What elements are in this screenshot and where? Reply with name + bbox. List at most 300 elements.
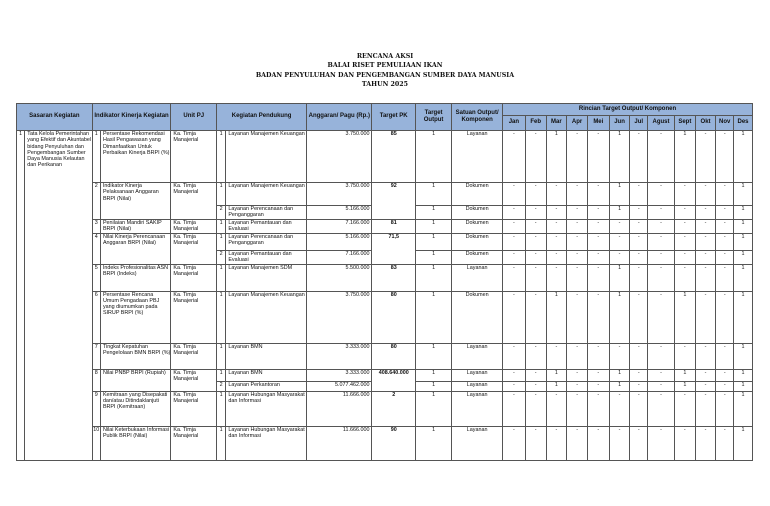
month-cell: -	[716, 381, 734, 391]
month-cell: -	[587, 343, 609, 369]
month-cell: -	[695, 233, 716, 250]
indicator-text: Tingkat Kepatuhan Pengelolaan BMN BRPI (%)	[100, 343, 170, 369]
col-anggaran: Anggaran/ Pagu (Rp.)	[307, 104, 372, 131]
indicator-text: Nilai Keterbukaan Informasi Publik BRPI (Nilai)	[100, 426, 170, 460]
month-cell: 1	[546, 381, 567, 391]
activity-text: Layanan Perencanaan dan Penganggaran	[226, 206, 307, 220]
action-plan-table	[16, 103, 753, 461]
month-cell: -	[716, 369, 734, 381]
month-cell: -	[648, 250, 675, 264]
activity-text: Layanan Perkantoran	[226, 381, 307, 391]
month-cell: -	[716, 391, 734, 426]
unit-output-value: Dokumen	[452, 183, 503, 206]
indicator-number: 6	[92, 291, 100, 343]
month-cell: -	[674, 264, 695, 291]
activity-text: Layanan Hubungan Masyarakat dan Informasi	[226, 391, 307, 426]
month-cell: -	[674, 391, 695, 426]
month-cell: -	[587, 264, 609, 291]
month-cell: -	[716, 219, 734, 233]
target-pk-value: 83	[372, 264, 416, 291]
budget-value: 7.166.000	[307, 250, 372, 264]
target-output-value: 1	[415, 391, 451, 426]
month-header-feb: Feb	[525, 116, 546, 131]
budget-value: 5.077.462.000	[307, 381, 372, 391]
month-cell: -	[525, 381, 546, 391]
unit-output-value: Dokumen	[452, 291, 503, 343]
month-cell: -	[503, 343, 526, 369]
month-cell: -	[648, 291, 675, 343]
indicator-text: Indikator Kinerja Pelaksanaan Anggaran BRPI (Nilai)	[100, 183, 170, 220]
indicator-number: 4	[92, 233, 100, 264]
unit-pj: Ka. Timja Manajerial	[171, 219, 217, 233]
month-cell: -	[716, 291, 734, 343]
target-output-value: 1	[415, 206, 451, 220]
month-cell: -	[567, 264, 588, 291]
month-header-mei: Mei	[587, 116, 609, 131]
month-cell: -	[525, 183, 546, 206]
target-pk-value: 2	[372, 391, 416, 426]
month-cell: -	[587, 233, 609, 250]
indicator-number: 2	[92, 183, 100, 220]
month-cell: -	[630, 131, 648, 183]
budget-value: 5.166.000	[307, 233, 372, 250]
month-cell: -	[503, 219, 526, 233]
month-cell: -	[587, 206, 609, 220]
month-cell: -	[587, 183, 609, 206]
month-cell: -	[630, 391, 648, 426]
month-cell: -	[674, 426, 695, 460]
table-row	[17, 426, 753, 460]
month-cell: 1	[734, 391, 753, 426]
activity-number: 2	[217, 381, 226, 391]
activity-number: 1	[217, 291, 226, 343]
month-cell: -	[630, 206, 648, 220]
indicator-text: Indeks Profesionalitas ASN BRPI (Indeks)	[100, 264, 170, 291]
month-cell: -	[716, 206, 734, 220]
month-cell: -	[695, 369, 716, 381]
month-cell: 1	[609, 291, 630, 343]
target-output-value: 1	[415, 369, 451, 381]
month-cell: -	[546, 233, 567, 250]
month-cell: 1	[734, 131, 753, 183]
month-cell: -	[674, 183, 695, 206]
activity-number: 1	[217, 264, 226, 291]
target-output-value: 1	[415, 183, 451, 206]
header-institution: BALAI RISET PEMULIAAN IKAN	[327, 62, 443, 70]
month-cell: -	[546, 426, 567, 460]
target-pk-value: 80	[372, 291, 416, 343]
activity-text: Layanan BMN	[226, 369, 307, 381]
month-cell: -	[525, 369, 546, 381]
month-cell: -	[630, 291, 648, 343]
month-cell: -	[503, 250, 526, 264]
month-cell: -	[567, 206, 588, 220]
month-cell: -	[695, 291, 716, 343]
month-cell: 1	[734, 369, 753, 381]
target-pk-value: 408.640.000	[372, 369, 416, 391]
unit-pj: Ka. Timja Manajerial	[171, 391, 217, 426]
unit-pj: Ka. Timja Manajerial	[171, 343, 217, 369]
month-cell: -	[587, 391, 609, 426]
month-cell: -	[546, 250, 567, 264]
month-cell: -	[716, 250, 734, 264]
table-row	[17, 219, 753, 233]
month-cell: -	[648, 219, 675, 233]
budget-value: 3.750.000	[307, 291, 372, 343]
col-sasaran: Sasaran Kegiatan	[17, 104, 93, 131]
month-cell: 1	[609, 369, 630, 381]
sasaran-number: 1	[17, 131, 25, 461]
month-cell: -	[567, 391, 588, 426]
month-cell: -	[567, 250, 588, 264]
month-cell: -	[587, 219, 609, 233]
month-cell: -	[630, 381, 648, 391]
unit-output-value: Layanan	[452, 369, 503, 381]
activity-number: 1	[217, 183, 226, 206]
month-cell: 1	[734, 233, 753, 250]
month-header-apr: Apr	[567, 116, 588, 131]
target-pk-value: 81	[372, 219, 416, 233]
unit-pj: Ka. Timja Manajerial	[171, 233, 217, 264]
month-cell: -	[503, 426, 526, 460]
month-cell: 1	[609, 381, 630, 391]
month-cell: -	[525, 131, 546, 183]
month-cell: -	[503, 381, 526, 391]
budget-value: 3.333.000	[307, 369, 372, 381]
month-cell: -	[695, 343, 716, 369]
header-agency: BADAN PENYULUHAN DAN PENGEMBANGAN SUMBER DAYA MANUSIA	[255, 71, 515, 79]
unit-output-value: Layanan	[452, 343, 503, 369]
month-cell: 1	[674, 131, 695, 183]
month-cell: 1	[734, 381, 753, 391]
indicator-text: Persentase Rencana Umum Pengadaan PBJ yang diumumkan pada SIRUP BRPI (%)	[100, 291, 170, 343]
month-cell: -	[695, 391, 716, 426]
month-cell: -	[648, 131, 675, 183]
month-cell: -	[648, 381, 675, 391]
month-cell: -	[525, 343, 546, 369]
month-cell: -	[503, 233, 526, 250]
month-cell: -	[716, 183, 734, 206]
month-cell: 1	[546, 291, 567, 343]
month-cell: -	[695, 426, 716, 460]
budget-value: 3.750.000	[307, 183, 372, 206]
month-cell: -	[695, 206, 716, 220]
month-cell: -	[567, 426, 588, 460]
activity-text: Layanan Pemantauan dan Evaluasi	[226, 219, 307, 233]
unit-output-value: Dokumen	[452, 233, 503, 250]
month-cell: 1	[734, 183, 753, 206]
month-header-jun: Jun	[609, 116, 630, 131]
month-cell: -	[525, 291, 546, 343]
month-cell: 1	[609, 206, 630, 220]
col-indikator: Indikator Kinerja Kegiatan	[92, 104, 171, 131]
target-output-value: 1	[415, 233, 451, 250]
month-cell: -	[567, 233, 588, 250]
month-cell: 1	[609, 183, 630, 206]
unit-pj: Ka. Timja Manajerial	[171, 264, 217, 291]
unit-output-value: Layanan	[452, 381, 503, 391]
month-cell: -	[609, 219, 630, 233]
month-header-okt: Okt	[695, 116, 716, 131]
month-cell: -	[630, 233, 648, 250]
month-cell: -	[503, 206, 526, 220]
activity-text: Layanan Manajemen Keuangan	[226, 291, 307, 343]
month-cell: -	[630, 264, 648, 291]
activity-text: Layanan Hubungan Masyarakat dan Informasi	[226, 426, 307, 460]
target-pk-value: 90	[372, 426, 416, 460]
table-row	[17, 131, 753, 183]
month-header-jan: Jan	[503, 116, 526, 131]
month-cell: -	[525, 426, 546, 460]
month-cell: -	[546, 264, 567, 291]
month-cell: -	[716, 264, 734, 291]
month-cell: -	[567, 343, 588, 369]
unit-output-value: Layanan	[452, 426, 503, 460]
activity-number: 1	[217, 369, 226, 381]
month-cell: -	[648, 183, 675, 206]
month-cell: -	[546, 343, 567, 369]
month-cell: -	[630, 343, 648, 369]
target-pk-value: 85	[372, 131, 416, 183]
indicator-number: 9	[92, 391, 100, 426]
activity-number: 2	[217, 206, 226, 220]
activity-number: 1	[217, 426, 226, 460]
month-cell: -	[674, 250, 695, 264]
month-cell: 1	[674, 291, 695, 343]
month-header-agust: Agust	[648, 116, 675, 131]
month-header-sept: Sept	[674, 116, 695, 131]
indicator-number: 7	[92, 343, 100, 369]
target-output-value: 1	[415, 291, 451, 343]
indicator-text: Persentase Rekomendasi Hasil Pengawasan yang Dimanfaatkan Untuk Perbaikan Kinerja BRPI (%)	[100, 131, 170, 183]
month-cell: -	[648, 206, 675, 220]
month-cell: -	[546, 206, 567, 220]
indicator-number: 1	[92, 131, 100, 183]
unit-output-value: Dokumen	[452, 250, 503, 264]
activity-number: 1	[217, 391, 226, 426]
month-header-nov: Nov	[716, 116, 734, 131]
month-cell: 1	[734, 250, 753, 264]
unit-pj: Ka. Timja Manajerial	[171, 131, 217, 183]
month-cell: -	[567, 219, 588, 233]
month-cell: -	[695, 183, 716, 206]
month-cell: -	[503, 369, 526, 381]
month-cell: -	[503, 131, 526, 183]
month-cell: -	[503, 264, 526, 291]
month-cell: -	[716, 131, 734, 183]
month-header-des: Des	[734, 116, 753, 131]
activity-text: Layanan Manajemen Keuangan	[226, 183, 307, 206]
target-output-value: 1	[415, 426, 451, 460]
month-cell: -	[648, 391, 675, 426]
month-cell: 1	[734, 343, 753, 369]
activity-number: 2	[217, 250, 226, 264]
month-cell: -	[609, 426, 630, 460]
target-pk-value: 92	[372, 183, 416, 220]
month-cell: -	[630, 250, 648, 264]
activity-number: 1	[217, 233, 226, 250]
month-cell: -	[546, 391, 567, 426]
month-cell: -	[546, 183, 567, 206]
month-cell: -	[609, 233, 630, 250]
target-output-value: 1	[415, 219, 451, 233]
month-cell: -	[525, 250, 546, 264]
activity-text: Layanan Perencanaan dan Penganggaran	[226, 233, 307, 250]
document-header	[0, 52, 770, 89]
unit-output-value: Layanan	[452, 131, 503, 183]
month-cell: -	[587, 369, 609, 381]
sasaran-text: Tata Kelola Pemerintahan yang Efektif dan Akuntabel bidang Penyuluhan dan Pengembangan Sumber Daya Manusia Kelautan dan Perikanan	[25, 131, 92, 461]
table-row	[17, 391, 753, 426]
table-row	[17, 291, 753, 343]
month-cell: -	[587, 250, 609, 264]
month-header-jul: Jul	[630, 116, 648, 131]
month-cell: -	[567, 131, 588, 183]
month-cell: -	[525, 206, 546, 220]
col-unit: Unit PJ	[171, 104, 217, 131]
unit-pj: Ka. Timja Manajerial	[171, 183, 217, 220]
target-output-value: 1	[415, 381, 451, 391]
unit-output-value: Dokumen	[452, 206, 503, 220]
month-cell: -	[630, 426, 648, 460]
table-row	[17, 343, 753, 369]
indicator-text: Nilai Kinerja Perencanaan Anggaran BRPI (Nilai)	[100, 233, 170, 264]
budget-value: 3.333.000	[307, 343, 372, 369]
month-cell: 1	[734, 264, 753, 291]
month-cell: -	[648, 426, 675, 460]
target-output-value: 1	[415, 343, 451, 369]
month-cell: -	[609, 343, 630, 369]
budget-value: 3.750.000	[307, 131, 372, 183]
header-title: RENCANA AKSI	[356, 53, 414, 60]
unit-pj: Ka. Timja Manajerial	[171, 369, 217, 391]
month-cell: -	[648, 343, 675, 369]
target-output-value: 1	[415, 264, 451, 291]
indicator-number: 8	[92, 369, 100, 391]
month-cell: -	[503, 391, 526, 426]
month-cell: -	[695, 264, 716, 291]
budget-value: 11.666.000	[307, 391, 372, 426]
month-cell: -	[609, 250, 630, 264]
month-cell: -	[674, 206, 695, 220]
col-rincian: Rincian Target Output/ Komponen	[503, 104, 753, 116]
indicator-number: 3	[92, 219, 100, 233]
month-header-mar: Mar	[546, 116, 567, 131]
col-satuan: Satuan Output/ Komponen	[452, 104, 503, 131]
unit-pj: Ka. Timja Manajerial	[171, 426, 217, 460]
table-row	[17, 264, 753, 291]
month-cell: 1	[734, 206, 753, 220]
month-cell: -	[567, 381, 588, 391]
month-cell: -	[648, 233, 675, 250]
month-cell: 1	[734, 426, 753, 460]
header-year: TAHUN 2025	[361, 80, 409, 88]
month-cell: -	[674, 219, 695, 233]
activity-text: Layanan BMN	[226, 343, 307, 369]
target-pk-value: 80	[372, 343, 416, 369]
month-cell: -	[648, 264, 675, 291]
month-cell: -	[648, 369, 675, 381]
month-cell: -	[567, 291, 588, 343]
month-cell: 1	[734, 219, 753, 233]
month-cell: -	[695, 250, 716, 264]
month-cell: -	[674, 233, 695, 250]
month-cell: 1	[674, 381, 695, 391]
month-cell: -	[674, 343, 695, 369]
month-cell: -	[609, 391, 630, 426]
indicator-text: Kemitraan yang Disepakati dan/atau Ditindaklanjuti BRPI (Kemitraan)	[100, 391, 170, 426]
month-cell: -	[525, 264, 546, 291]
month-cell: -	[695, 219, 716, 233]
month-cell: -	[695, 131, 716, 183]
indicator-text: Penilaian Mandiri SAKIP BRPI (Nilai)	[100, 219, 170, 233]
month-cell: -	[587, 291, 609, 343]
month-cell: 1	[674, 369, 695, 381]
month-cell: -	[716, 426, 734, 460]
month-cell: 1	[546, 369, 567, 381]
month-cell: -	[695, 381, 716, 391]
month-cell: 1	[546, 131, 567, 183]
month-cell: -	[716, 343, 734, 369]
unit-output-value: Layanan	[452, 264, 503, 291]
budget-value: 11.666.000	[307, 426, 372, 460]
month-cell: -	[587, 426, 609, 460]
month-cell: -	[567, 183, 588, 206]
month-cell: 1	[734, 291, 753, 343]
month-cell: 1	[609, 264, 630, 291]
target-pk-value: 71,5	[372, 233, 416, 264]
col-kegiatan: Kegiatan Pendukung	[217, 104, 307, 131]
activity-text: Layanan Pemantauan dan Evaluasi	[226, 250, 307, 264]
budget-value: 5.166.000	[307, 206, 372, 220]
month-cell: -	[525, 233, 546, 250]
activity-number: 1	[217, 343, 226, 369]
month-cell: -	[587, 131, 609, 183]
month-cell: -	[587, 381, 609, 391]
unit-pj: Ka. Timja Manajerial	[171, 291, 217, 343]
unit-output-value: Layanan	[452, 391, 503, 426]
month-cell: -	[567, 369, 588, 381]
month-cell: -	[503, 183, 526, 206]
month-cell: -	[525, 219, 546, 233]
month-cell: -	[630, 183, 648, 206]
budget-value: 5.500.000	[307, 264, 372, 291]
target-output-value: 1	[415, 131, 451, 183]
month-cell: -	[630, 369, 648, 381]
month-cell: -	[546, 219, 567, 233]
activity-text: Layanan Manajemen Keuangan	[226, 131, 307, 183]
month-cell: -	[525, 391, 546, 426]
month-cell: -	[630, 219, 648, 233]
month-cell: -	[716, 233, 734, 250]
budget-value: 7.166.000	[307, 219, 372, 233]
col-target-pk: Target PK	[372, 104, 416, 131]
unit-output-value: Dokumen	[452, 219, 503, 233]
indicator-number: 5	[92, 264, 100, 291]
indicator-number: 10	[92, 426, 100, 460]
activity-number: 1	[217, 131, 226, 183]
table-row	[17, 183, 753, 206]
table-row	[17, 233, 753, 250]
month-cell: -	[503, 291, 526, 343]
table-row	[17, 369, 753, 381]
month-cell: 1	[609, 131, 630, 183]
indicator-text: Nilai PNBP BRPI (Rupiah)	[100, 369, 170, 391]
activity-number: 1	[217, 219, 226, 233]
target-output-value: 1	[415, 250, 451, 264]
activity-text: Layanan Manajemen SDM	[226, 264, 307, 291]
col-target-output: Target Output	[415, 104, 451, 131]
